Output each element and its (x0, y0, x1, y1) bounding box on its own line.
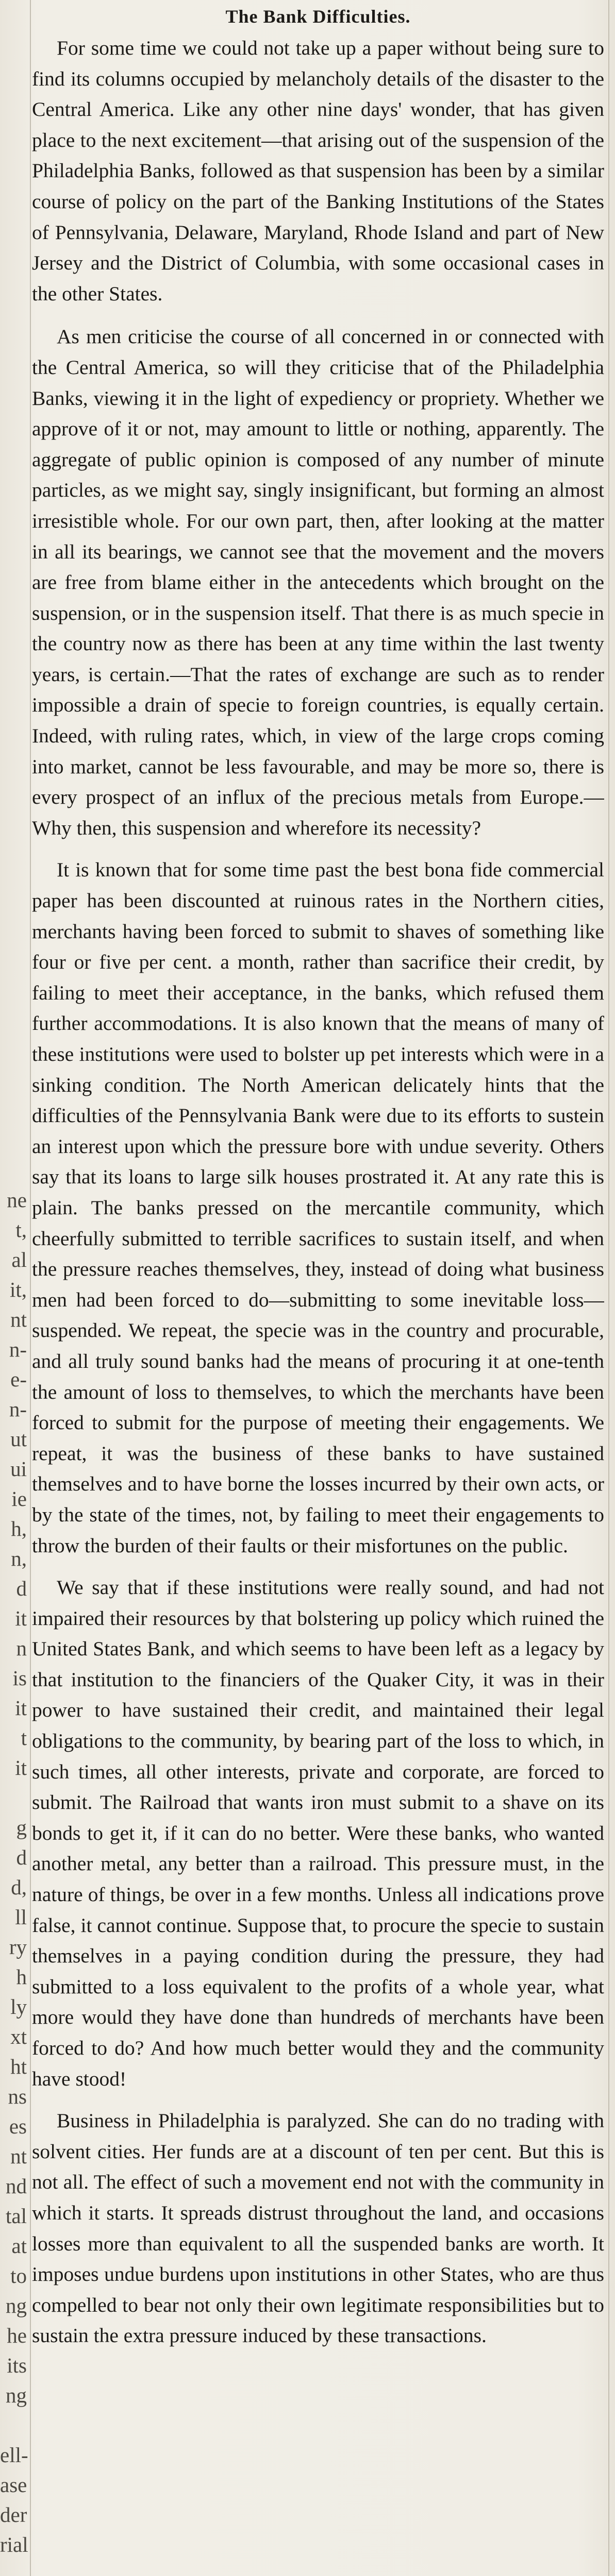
fragment-text: n, (11, 1547, 27, 1570)
fragment-text: h, (11, 1517, 27, 1540)
fragment-text: ry (9, 1935, 27, 1959)
fragment-text: t, (15, 1218, 27, 1242)
fragment-text: ng (6, 2294, 27, 2317)
fragment-text: ell- (0, 2443, 28, 2467)
fragment-text: t (21, 1726, 27, 1750)
fragment-text: ui (10, 1457, 27, 1481)
column-divider-left (30, 0, 31, 2576)
fragment-text: rial (0, 2533, 28, 2556)
fragment-text: to (10, 2264, 27, 2287)
article-paragraph-2: As men criticise the course of all concerned in or connected with the Central America, so will they criticise that of the Philadelphia Banks, viewing it in the light of expediency or propriety. Whether we approve of it or not, may amount to little or nothing, apparently. The aggregate of public opinion is composed of any number of minute particles, as we might say, singly insignificant, but forming an almost irresistible whole. For our own part, then, after looking at the matter in all its bearings, we cannot see that the movement and the movers are free from blame either in the antecedents which brought on the suspension, or in the suspension itself. That there is as much specie in the country now as there has been at any time within the last twenty years, is certain.—That the rates of exchange are such as to render impossible a drain of specie to foreign countries, is equally certain. Indeed, with ruling rates, which, in view of the large crops coming into market, cannot be less favourable, and may be more so, there is every prospect of an influx of the precious metals from Europe.—Why then, this suspension and wherefore its necessity? (32, 325, 604, 839)
fragment-text: nd (6, 2174, 27, 2198)
fragment-text: ie (11, 1487, 27, 1511)
fragment-text: it, (9, 1278, 27, 1301)
article-paragraph-5: Business in Philadelphia is paralyzed. She can do no trading with solvent cities. Her funds are at a discount of ten per cent. But this is not all. The effect of such a movement end not with the community in which it starts. It spreads distrust throughout the land, and occasions losses more than equivalent to all the suspended banks are worth. It imposes undue burdens upon institutions in other States, who are thus compelled to bear not only their own legitimate responsibilities but to sustain the extra pressure induced by these transactions. (32, 2109, 604, 2347)
fragment-text: d (16, 1577, 27, 1600)
fragment-text: its (7, 2353, 27, 2377)
article-paragraph-4: We say that if these institutions were really sound, and had not impaired their resources by that bolstering up policy which ruined the United States Bank, and which seems to have been left as a legacy by that institution to the financiers of the Quaker City, it was in their power to have sustained their credit, and maintained their legal obligations to the community, by bearing part of the loss to which, in such times, all other interests, private and corporate, are forced to submit. The Railroad that wants iron must submit to a shave on its bonds to get it, if it can do no better. Were these banks, who wanted another metal, any better than a railroad. This pressure must, in the nature of things, be over in a few months. Unless all indications prove false, it cannot continue. Suppose that, to procure the specie to sustain themselves in a paying condition during the pressure, they had submitted to a loss equivalent to the profits of a whole year, what more would they have done than hundreds of merchants have been forced to do? And how much better would they and the community have stood! (32, 1576, 604, 2090)
fragment-text: al (11, 1248, 27, 1272)
fragment-text: ne (7, 1188, 27, 1212)
fragment-text: n (16, 1636, 27, 1660)
article-paragraph-3: It is known that for some time past the best bona fide commercial paper has been discounted at ruinous rates in the Northern cities, merchants having been forced to submit to shaves of something like four or five per cent. a month, rather than sacrifice their credit, by failing to meet their acceptance, in the banks, which refused them further accommodations. It is also known that the means of many of these institutions were used to bolster up pet interests which were in a sinking condition. The North American delicately hints that the difficulties of the Pennsylvania Bank were due to its efforts to sustein an interest upon which the pressure bore with undue severity. Others say that its loans to large silk houses prostrated it. At any rate this is plain. The banks pressed on the mercantile community, which cheerfully submitted to terrible sacrifices to sustain itself, and when the pressure reaches themselves, they, instead of doing what business men had been forced to do—submitting to some inevitable loss—suspended. We repeat, the specie was in the country and procurable, and all truly sound banks had the means of procuring it at one-tenth the amount of loss to themselves, to which the merchants have been forced to submit for the purpose of meeting their engagements. We repeat, it was the business of these banks to have sustained themselves and to have borne the losses incurred by their own acts, or by the state of the times, not, by failing to meet their engagements to throw the burden of their faults or their misfortunes on the public. (32, 858, 604, 1557)
fragment-text: nt (10, 1308, 27, 1331)
adjacent-column-fragment (0, 1185, 30, 2576)
fragment-text: der (0, 2503, 27, 2527)
fragment-text: nt (10, 2144, 27, 2168)
fragment-text: ly (10, 1995, 27, 2019)
fragment-text: ll (15, 1905, 27, 1929)
fragment-text: ns (8, 2084, 27, 2108)
fragment-text: he (7, 2324, 27, 2347)
fragment-text: d (16, 1845, 27, 1869)
fragment-text: at (11, 2234, 27, 2258)
fragment-text: it (15, 1696, 27, 1720)
fragment-text: is (12, 1666, 27, 1690)
article-paragraph-1: For some time we could not take up a paper without being sure to find its columns occupied by melancholy details of the disaster to the Central America. Like any other nine days' wonder, that has given place to the next excitement—that arising out of the suspension of the Philadelphia Banks, followed as that suspension has been by a similar course of policy on the part of the Banking Institutions of the States of Pennsylvania, Delaware, Maryland, Rhode Island and part of New Jersey and the District of Columbia, with some occasional cases in the other States. (32, 37, 604, 305)
fragment-text: ut (10, 1427, 27, 1451)
fragment-text (0, 1783, 30, 1812)
fragment-text: xt (10, 2025, 27, 2048)
fragment-text: ht (10, 2055, 27, 2078)
fragment-text: n- (9, 1397, 27, 1421)
fragment-text: es (9, 2114, 27, 2138)
fragment-text: g (16, 1816, 27, 1839)
fragment-text: e- (10, 1367, 27, 1391)
fragment-text: d, (11, 1875, 27, 1899)
fragment-text: it (15, 1606, 27, 1630)
article-headline: The Bank Difficulties. (225, 6, 411, 27)
fragment-text: it (15, 1756, 27, 1780)
fragment-text (0, 2410, 30, 2440)
article (32, 5, 604, 2576)
fragment-text: ase (0, 2473, 27, 2497)
fragment-text: n- (9, 1337, 27, 1361)
fragment-text: ng (6, 2383, 27, 2407)
fragment-text: h (16, 1965, 27, 1989)
fragment-text: tal (6, 2204, 27, 2228)
column-divider-right (608, 0, 609, 2576)
